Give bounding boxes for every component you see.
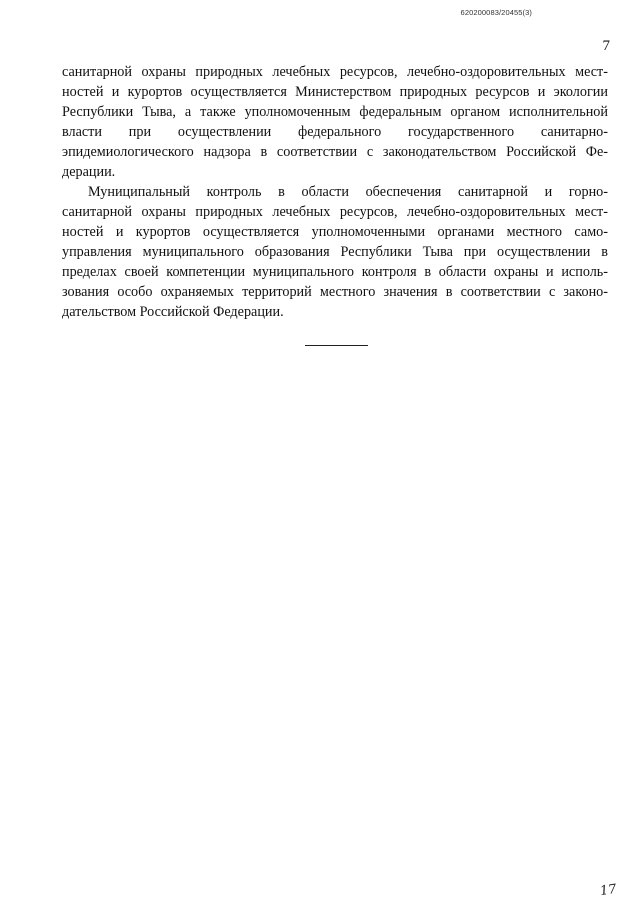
- page-number: 7: [602, 38, 610, 54]
- text-line: дательством Российской Федерации.: [62, 304, 284, 320]
- text-line: ностей и курортов осуществляется уполномоченными органами местного само-: [62, 224, 608, 240]
- text-line: пределах своей компетенции муниципального контроля в области охраны и исполь-: [62, 264, 608, 280]
- document-body: [62, 62, 608, 322]
- text-line: ностей и курортов осуществляется Министерством природных ресурсов и экологии: [62, 84, 608, 100]
- text-line: управления муниципального образования Республики Тыва при осуществлении в: [62, 244, 608, 260]
- text-line: санитарной охраны природных лечебных ресурсов, лечебно-оздоровительных мест-: [62, 204, 608, 220]
- text-line: зования особо охраняемых территорий местного значения в соответствии с законо-: [62, 284, 608, 300]
- text-line: Республики Тыва, а также уполномоченным федеральным органом исполнительной: [62, 104, 608, 120]
- text-line: дерации.: [62, 164, 116, 180]
- text-line: эпидемиологического надзора в соответствии с законодательством Российской Фе-: [62, 144, 608, 160]
- text-line: власти при осуществлении федерального государственного санитарно-: [62, 124, 608, 140]
- paragraph-1: [62, 62, 608, 182]
- text-line: Муниципальный контроль в области обеспечения санитарной и горно-: [88, 184, 608, 200]
- end-separator-line: [305, 345, 368, 346]
- handwritten-page-mark: 17: [599, 881, 618, 900]
- document-id: 620200083/20455(3): [460, 8, 532, 17]
- paragraph-2: [62, 182, 608, 322]
- text-line: санитарной охраны природных лечебных ресурсов, лечебно-оздоровительных мест-: [62, 64, 608, 80]
